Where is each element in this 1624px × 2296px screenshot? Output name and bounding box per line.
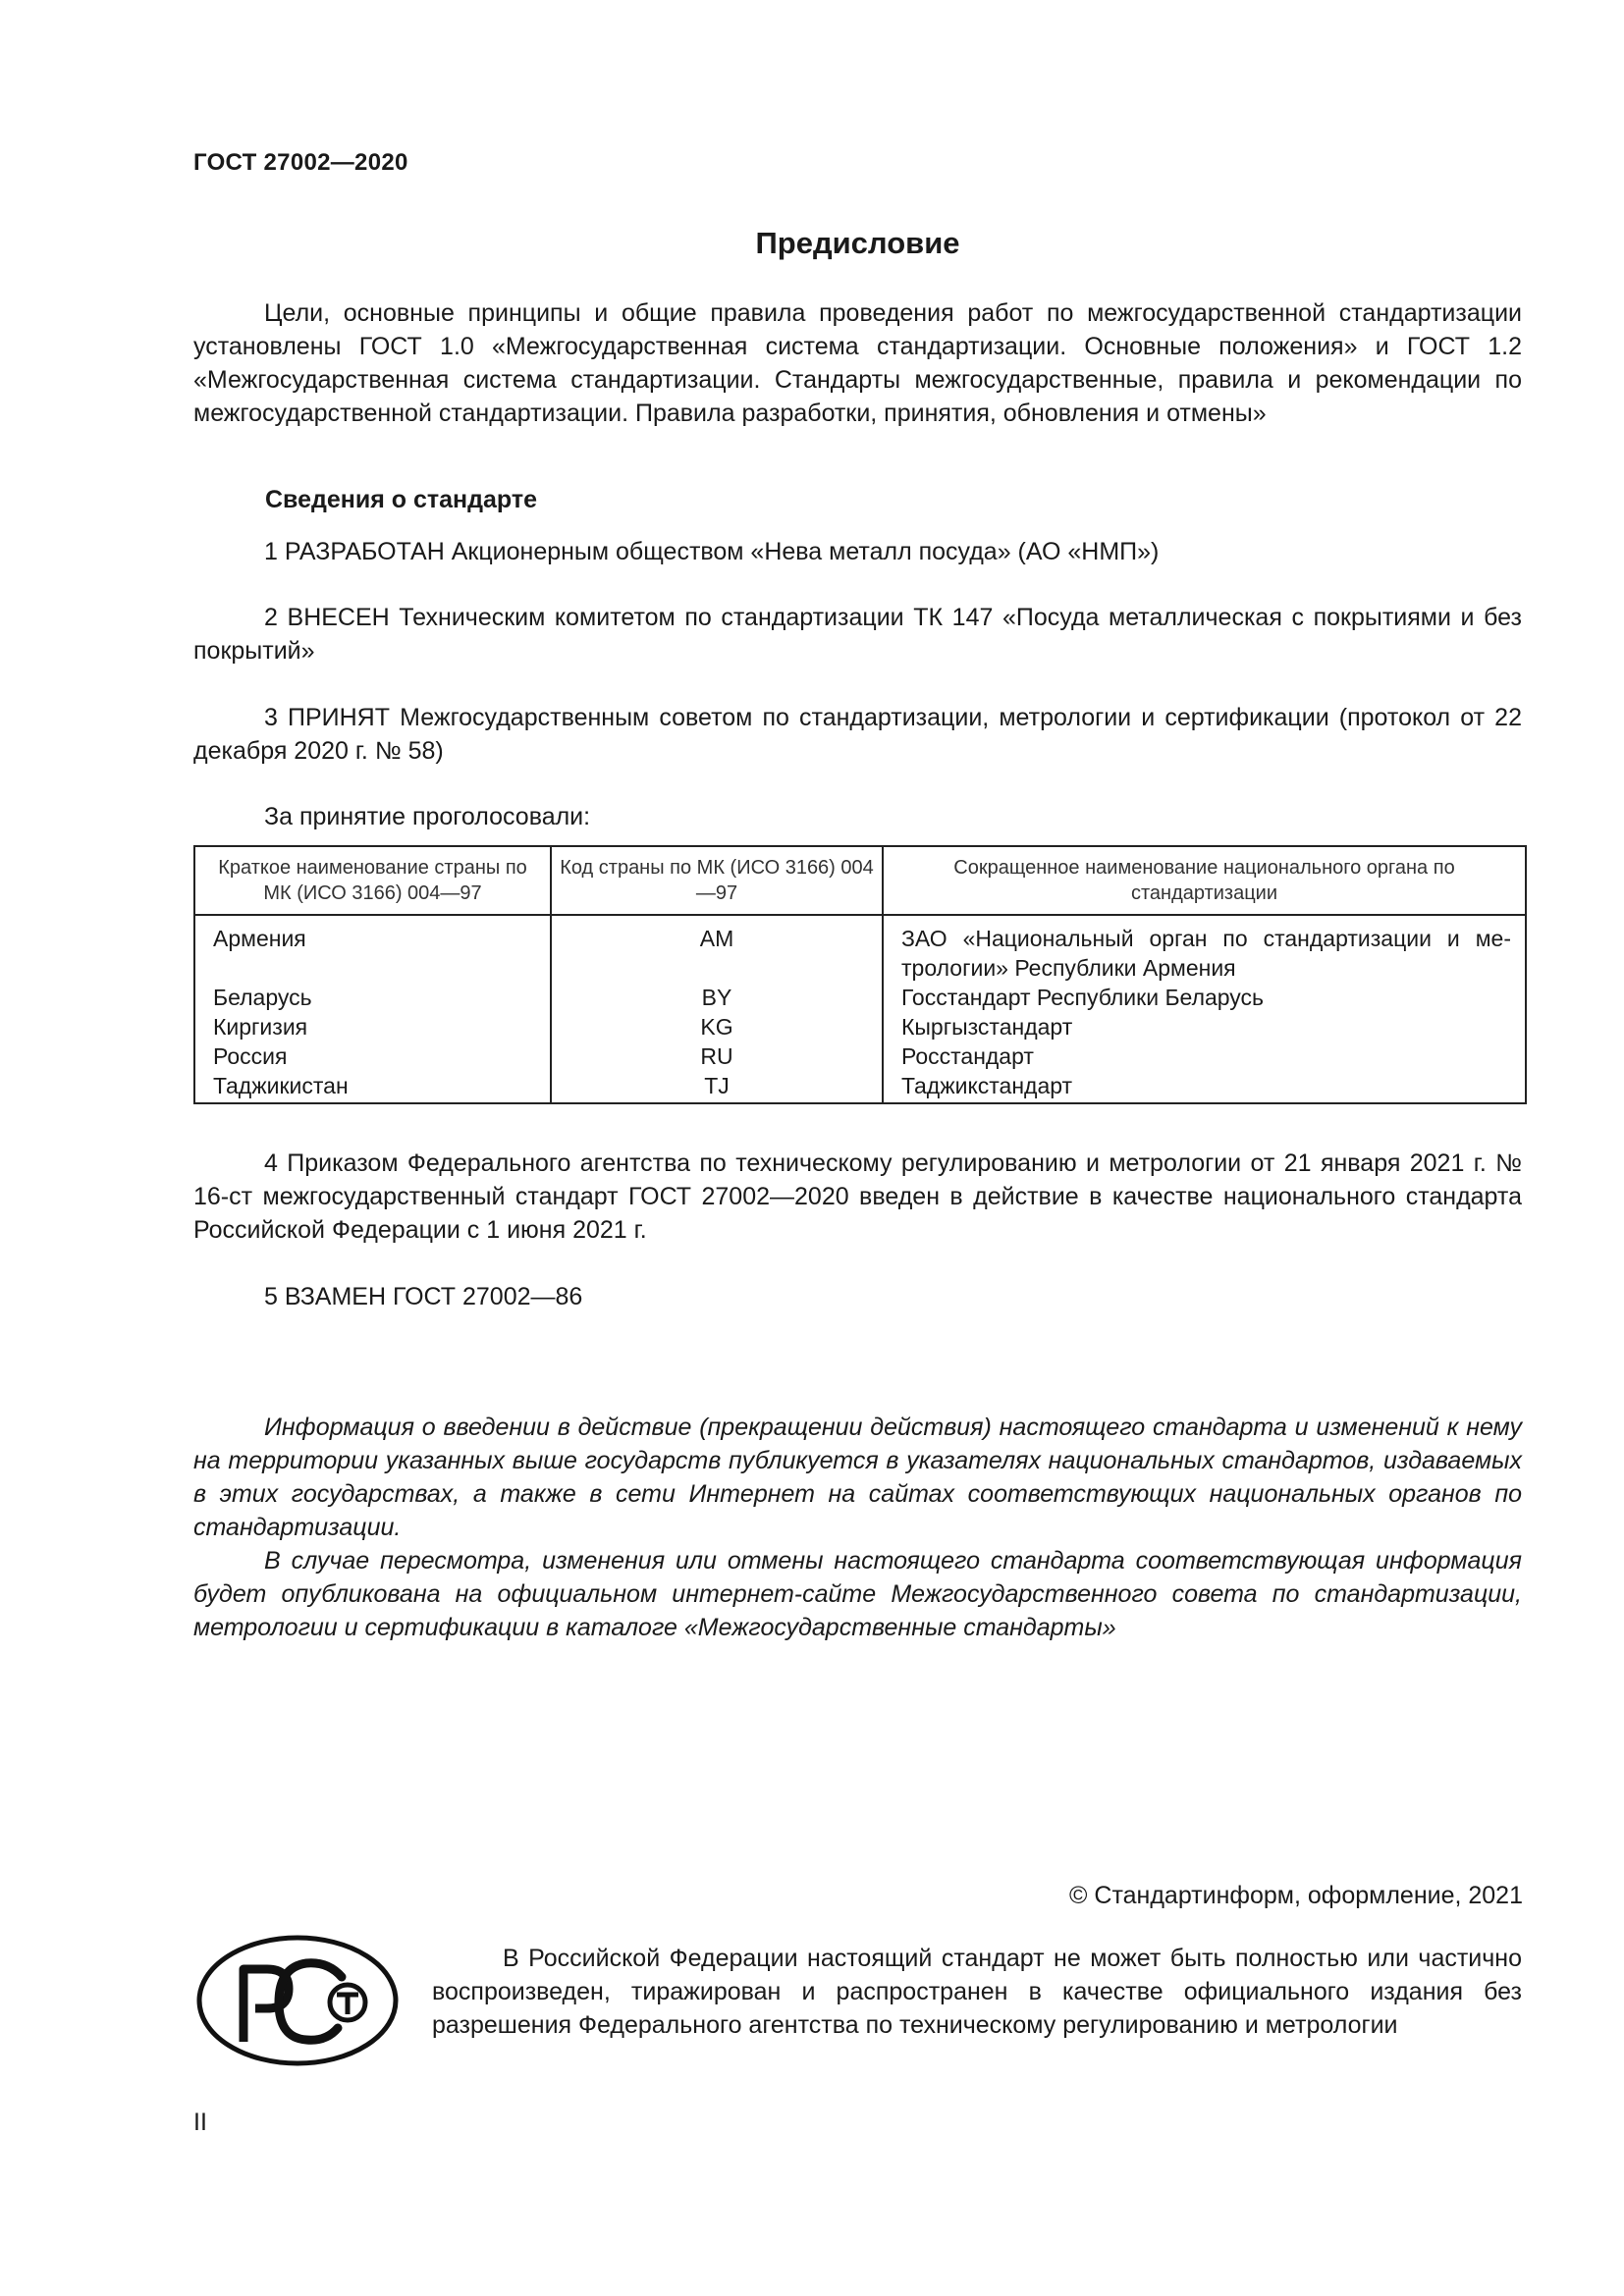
voted-label (193, 800, 1522, 833)
cell-org: Росстандарт (883, 1041, 1526, 1071)
rights-text: В Российской Федерации настоящий стандарт не может быть полностью или частично воспроизведен, тиражирован и распространен в качестве официального издания без разрешения Федерального агентства по техническому регулированию и метрологии (432, 1945, 1522, 2039)
section-heading: Сведения о стандарте (265, 486, 538, 513)
cell-country: Таджикистан (194, 1071, 551, 1103)
cell-country: Армения (194, 915, 551, 983)
info-block (193, 1411, 1522, 1644)
item-2 (193, 601, 1522, 667)
info-paragraph-1: Информация о введении в действие (прекращении действия) настоящего стандарта и изменений к нему на территории указанных выше государств публикуется в указателях национальных стандартов, издаваемых в этих государствах, а также в сети Интернет на сайтах соответствующих национальных органов по стандартизации. (193, 1414, 1522, 1541)
table-row (194, 1041, 1526, 1071)
table-row (194, 1071, 1526, 1103)
item-2-text: 2 ВНЕСЕН Техническим комитетом по стандартизации ТК 147 «Посуда металлическая с покрытиями и без покрытий» (193, 604, 1522, 665)
cell-country: Россия (194, 1041, 551, 1071)
cell-org: Госстандарт Республики Беларусь (883, 983, 1526, 1012)
cell-code: RU (551, 1041, 883, 1071)
cell-code: TJ (551, 1071, 883, 1103)
rst-mark-icon (194, 1932, 401, 2069)
item-1 (193, 535, 1522, 568)
countries-table (193, 845, 1527, 1104)
item-5-text: 5 ВЗАМЕН ГОСТ 27002—86 (264, 1283, 583, 1310)
cell-code: KG (551, 1012, 883, 1041)
cell-code: AM (551, 915, 883, 983)
item-5 (193, 1280, 1522, 1313)
cell-country: Беларусь (194, 983, 551, 1012)
info-paragraph-2: В случае пересмотра, изменения или отмены настоящего стандарта соответствующая информация будет опубликована на официальном интернет-сайте Межгосударственного совета по стандартизации, метрологии и сертификации в каталоге «Межгосударственные стандарты» (193, 1547, 1522, 1641)
cell-org: Таджикстандарт (883, 1071, 1526, 1103)
rights-notice (432, 1942, 1522, 2042)
cell-org: ЗАО «Национальный орган по стандартизации и метрологии» Республики Армения (883, 915, 1526, 983)
intro-text: Цели, основные принципы и общие правила проведения работ по межгосударственной стандартизации установлены ГОСТ 1.0 «Межгосударственная система стандартизации. Основные положения» и ГОСТ 1.2 «Межгосударственная система стандартизации. Стандарты межгосударственные, правила и рекомендации по межгосударственной стандартизации. Правила разработки, принятия, обновления и отмены» (193, 299, 1522, 427)
item-3 (193, 701, 1522, 768)
copyright-notice: © Стандартинформ, оформление, 2021 (1069, 1882, 1523, 1909)
cell-code: BY (551, 983, 883, 1012)
table-row (194, 915, 1526, 983)
item-4-text: 4 Приказом Федерального агентства по техническому регулированию и метрологии от 21 января 2021 г. № 16-ст межгосударственный стандарт ГОСТ 27002—2020 введен в действие в качестве национального стандарта Российской Федерации с 1 июня 2021 г. (193, 1149, 1522, 1244)
page-title: Предисловие (755, 226, 960, 260)
item-1-text: 1 РАЗРАБОТАН Акционерным обществом «Нева металл посуда» (АО «НМП») (264, 538, 1160, 565)
cell-country: Киргизия (194, 1012, 551, 1041)
table-row (194, 1012, 1526, 1041)
item-3-text: 3 ПРИНЯТ Межгосударственным советом по стандартизации, метрологии и сертификации (протокол от 22 декабря 2020 г. № 58) (193, 704, 1522, 765)
cell-org: Кыргызстандарт (883, 1012, 1526, 1041)
header-country: Краткое наименование страны по МК (ИСО 3166) 004—97 (194, 846, 551, 915)
header-org: Сокращенное наименование национального органа по стандартизации (883, 846, 1526, 915)
page-number: II (193, 2109, 207, 2136)
table-row (194, 983, 1526, 1012)
item-4 (193, 1147, 1522, 1247)
table-header-row (194, 846, 1526, 915)
header-code: Код страны по МК (ИСО 3166) 004—97 (551, 846, 883, 915)
voted-text: За принятие проголосовали: (264, 803, 591, 830)
intro-paragraph (193, 296, 1522, 430)
document-code: ГОСТ 27002—2020 (193, 149, 408, 176)
